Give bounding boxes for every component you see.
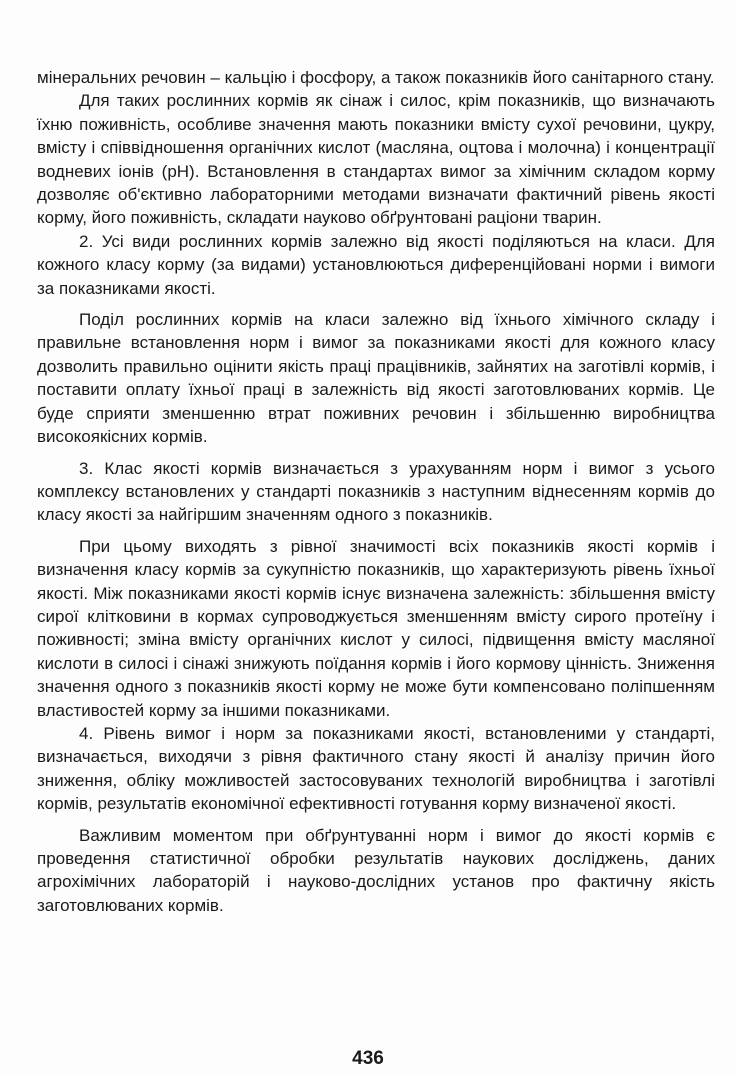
paragraph-equal-significance: При цьому виходять з рівної значимості всіх показників якості кормів і визначення класу кормів за сукупністю показників, що характеризують рівень їхньої якості. Між показниками якості кормів існує визначена залежність: збільшення вмісту сирої клітковини в кормах супроводжується зменшенням вмісту сирого протеїну і поживності; зміна вмісту органічних кислот у силосі, підвищення вмісту масляної кислоти в силосі і сінажі знижують поїдання кормів і його кормову цінність. Зниження значення одного з показників якості корму не може бути компенсовано поліпшенням властивостей корму за іншими показниками. (37, 536, 715, 720)
page-number: 436 (352, 1048, 384, 1069)
paragraph-point-3: 3. Клас якості кормів визначається з урахуванням норм і вимог з усього комплексу встановлених у стандарті показників з наступним віднесенням кормів до класу якості за найгіршим значенням одного з показників. (37, 458, 715, 525)
paragraph-statistical-processing: Важливим моментом при обґрунтуванні норм і вимог до якості кормів є проведення статистичної обробки результатів наукових досліджень, даних агрохімічних лабораторій і науково-дослідних установ про фактичну якість заготовлюваних кормів. (37, 825, 715, 915)
page-body (37, 66, 715, 917)
paragraph-point-4: 4. Рівень вимог і норм за показниками якості, встановленими у стандарті, визначається, виходячи з рівня фактичного стану якості й аналізу причин його зниження, обліку можливостей застосовуваних технологій виробництва і заготівлі кормів, результатів економічної ефективності готування корму визначеної якості. (37, 723, 715, 814)
paragraph-continuation: мінеральних речовин – кальцію і фосфору, а також показників його санітарного стану. (37, 68, 715, 87)
paragraph-class-division: Поділ рослинних кормів на класи залежно від їхнього хімічного складу і правильне встановлення норм і вимог за показниками якості для кожного класу дозволить правильно оцінити якість праці працівників, зайнятих на заготівлі кормів, і поставити оплату їхньої праці в залежність від якості заготовлюваних кормів. Це буде сприяти зменшенню втрат поживних речовин і збільшенню виробництва високоякісних кормів. (37, 310, 715, 447)
paragraph-point-2: 2. Усі види рослинних кормів залежно від якості поділяються на класи. Для кожного класу корму (за видами) установлюються диференційовані норми і вимоги за показниками якості. (37, 231, 715, 298)
paragraph-silage-indicators: Для таких рослинних кормів як сінаж і силос, крім показників, що визначають їхню поживність, особливе значення мають показники вмісту сухої речовини, цукру, вмісту і співвідношення органічних кислот (масляна, оцтова і молочна) і концентрації водневих іонів (pH). Встановлення в стандартах вимог за хімічним складом корму дозволяє об'єктивно лабораторними методами визначати фактичний рівень якості корму, його поживність, складати науково обґрунтовані раціони тварин. (37, 91, 715, 228)
